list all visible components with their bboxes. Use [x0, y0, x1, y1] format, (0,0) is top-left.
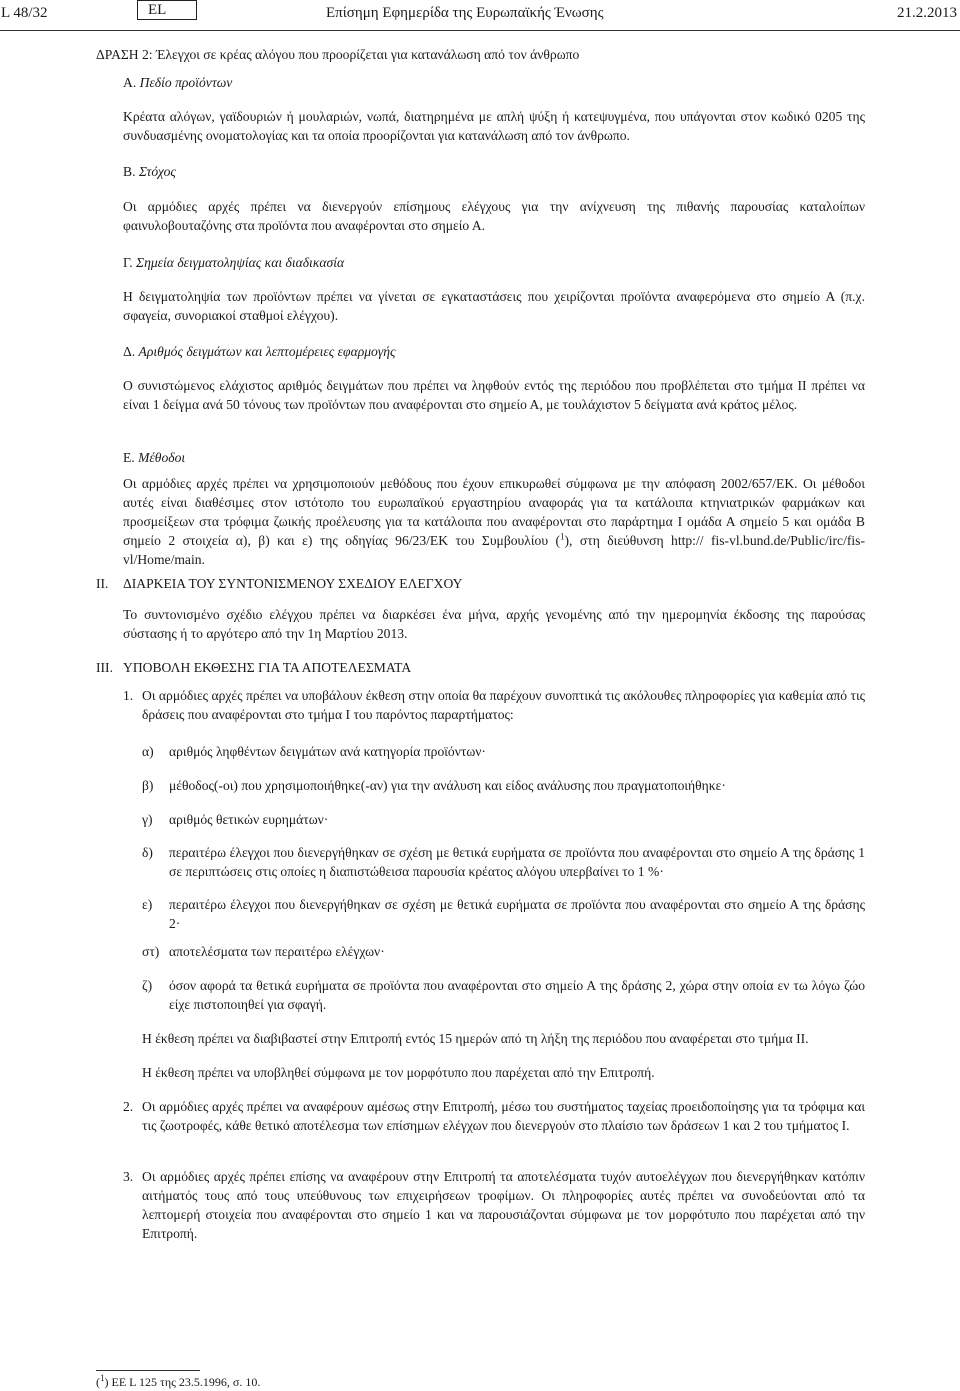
subsection-g-heading: Γ. Σημεία δειγματοληψίας και διαδικασία [123, 255, 345, 270]
subsection-a-heading: Α. Πεδίο προϊόντων [123, 75, 233, 90]
report-item-2: 2. Οι αρμόδιες αρχές πρέπει να αναφέρουν αμέσως στην Επιτροπή, μέσω του συστήματος ταχείας προειδοποίησης για τα τρόφιμα και τις ζωοτροφές, κάθε θετικό αποτέλεσμα των επίσημων ελέγχων που διενεργούν στο πλαίσιο των δράσεων 1 και 2 του τμήματος Ι. [123, 1099, 865, 1134]
report-format-text: Η έκθεση πρέπει να υποβληθεί σύμφωνα με τον μορφότυπο που παρέχεται από την Επιτροπή. [142, 1065, 655, 1080]
subsection-b-text: Οι αρμόδιες αρχές πρέπει να διενεργούν επίσημους ελέγχους για την ανίχνευση της πιθανής παρουσίας καταλοίπων φαινυλοβουταζόνης στα προϊόντα που αναφέρονται στο σημείο Α. [123, 199, 865, 234]
subsection-a-text: Κρέατα αλόγων, γαϊδουριών ή μουλαριών, νωπά, διατηρημένα με απλή ψύξη ή κατεψυγμένα, που υπάγονται στον κωδικό 0205 της συνδυασμένης ονοματολογίας και τα οποία προορίζονται για κατανάλωση από τον άνθρωπο. [123, 109, 865, 144]
section-2-text: Το συντονισμένο σχέδιο ελέγχου πρέπει να διαρκέσει ένα μήνα, αρχής γενομένης από την ημερομηνία έκδοσης της παρούσας σύστασης ή το αργότερο από την 1η Μαρτίου 2013. [123, 607, 865, 642]
report-item-1: 1. Οι αρμόδιες αρχές πρέπει να υποβάλουν έκθεση στην οποία θα παρέχουν συνοπτικά τις ακόλουθες πληροφορίες για καθεμία από τις δράσεις που αναφέρονται στο τμήμα Ι του παρόντος παραρτήματος: [123, 688, 865, 723]
subitem-c: γ) αριθμός θετικών ευρημάτων· [142, 812, 329, 827]
subitem-d: δ) περαιτέρω έλεγχοι που διενεργήθηκαν σε σχέση με θετικά ευρήματα σε προϊόντα που αναφέρονται στο σημείο Α της δράσης 1 σε περιπτώσεις στις οποίες η διαπιστώθεισα παρουσία κρέατος αλόγου υπερβαίνει το 1 %· [142, 845, 865, 880]
footnote-ref: 1 [560, 531, 565, 542]
subsection-d-text: Ο συνιστώμενος ελάχιστος αριθμός δειγμάτων που πρέπει να ληφθούν εντός της περιόδου που προβλέπεται στο τμήμα ΙΙ πρέπει να είναι 1 δείγμα ανά 50 τόνους των προϊόντων που αναφέρονται στο σημείο Α, με τουλάχιστον 5 δείγματα ανά κράτος μέλος. [123, 378, 865, 413]
subsection-e-text: Οι αρμόδιες αρχές πρέπει να χρησιμοποιούν μεθόδους που έχουν επικυρωθεί σύμφωνα με την απόφαση 2002/657/ΕΚ. Οι μέθοδοι αυτές είναι διαθέσιμες στον ιστότοπο του ευρωπαϊκού εργαστηρίου αναφοράς για τα κατάλοιπα κτηνιατρικών φαρμάκων και προσμείξεων στα τρόφιμα ζωικής προέλευσης για τα κατάλοιπα που αναφέρονται στο παράρτημα Ι ομάδα Α σημείο 5 και ομάδα Β σημείο 2 στοιχεία α), β) και ε) της οδηγίας 96/23/ΕΚ του Συμβουλίου ($^1$), στη διεύθυνση http:// fis-vl.bund.de/Public/irc/fis-vl/Home/main. [123, 476, 865, 568]
journal-title: Επίσημη Εφημερίδα της Ευρωπαϊκής Ένωσης [326, 5, 604, 21]
subitem-b: β) μέθοδος(-οι) που χρησιμοποιήθηκε(-αν) για την ανάλυση και είδος ανάλυσης που πραγματοποιήθηκε· [142, 778, 726, 793]
page-reference: L 48/32 [1, 5, 48, 21]
footnote: ($^1$) ΕΕ L 125 της 23.5.1996, σ. 10. [96, 1373, 261, 1389]
subitem-a: α) αριθμός ληφθέντων δειγμάτων ανά κατηγορία προϊόντων· [142, 744, 486, 759]
subitem-e: ε) περαιτέρω έλεγχοι που διενεργήθηκαν σε σχέση με θετικά ευρήματα σε προϊόντα που αναφέρονται στο σημείο Α της δράσης 2· [142, 897, 865, 932]
subsection-d-heading: Δ. Αριθμός δειγμάτων και λεπτομέρειες εφαρμογής [123, 344, 396, 359]
subitem-st: στ) αποτελέσματα των περαιτέρω ελέγχων· [142, 944, 385, 959]
subitem-z: ζ) όσον αφορά τα θετικά ευρήματα σε προϊόντα που αναφέρονται στο σημείο Α της δράσης 2, χώρα στην οποία εν τω λόγω ζώο είχε πιστοποιηθεί για σφαγή. [142, 978, 865, 1013]
action-2-title: ΔΡΑΣΗ 2: Έλεγχοι σε κρέας αλόγου που προορίζεται για κατανάλωση από τον άνθρωπο [96, 47, 580, 62]
report-item-3: 3. Οι αρμόδιες αρχές πρέπει επίσης να αναφέρουν στην Επιτροπή τα αποτελέσματα τυχόν αυτοελέγχων που διενεργήθηκαν κατόπιν αιτήματός τους από τους υπεύθυνους των επιχειρήσεων τροφίμων. Οι πληροφορίες αυτές πρέπει να συνοδεύονται από τα λεπτομερή στοιχεία που αναφέρονται στο σημείο 1 και να παρουσιάζονται σύμφωνα με τον μορφότυπο που παρέχεται από την Επιτροπή. [123, 1169, 865, 1242]
subsection-g-text: Η δειγματοληψία των προϊόντων πρέπει να γίνεται σε εγκαταστάσεις που χειρίζονται προϊόντα αναφερόμενα στο σημείο Α (π.χ. σφαγεία, συνοριακοί σταθμοί ελέγχου). [123, 289, 865, 324]
footnote-separator [96, 1370, 200, 1371]
section-2-heading: ΙΙ. ΔΙΑΡΚΕΙΑ ΤΟΥ ΣΥΝΤΟΝΙΣΜΕΝΟΥ ΣΧΕΔΙΟΥ ΕΛΕΓΧΟΥ [96, 576, 463, 591]
page-header [0, 0, 960, 31]
subsection-b-heading: Β. Στόχος [123, 164, 176, 179]
report-deadline-text: Η έκθεση πρέπει να διαβιβαστεί στην Επιτροπή εντός 15 ημερών από τη λήξη της περιόδου που αναφέρεται στο τμήμα ΙΙ. [142, 1031, 809, 1046]
section-3-heading: ΙΙΙ. ΥΠΟΒΟΛΗ ΕΚΘΕΣΗΣ ΓΙΑ ΤΑ ΑΠΟΤΕΛΕΣΜΑΤΑ [96, 660, 412, 675]
language-code-box: EL [137, 0, 197, 20]
subsection-e-heading: Ε. Μέθοδοι [123, 450, 186, 465]
publication-date: 21.2.2013 [897, 5, 957, 21]
